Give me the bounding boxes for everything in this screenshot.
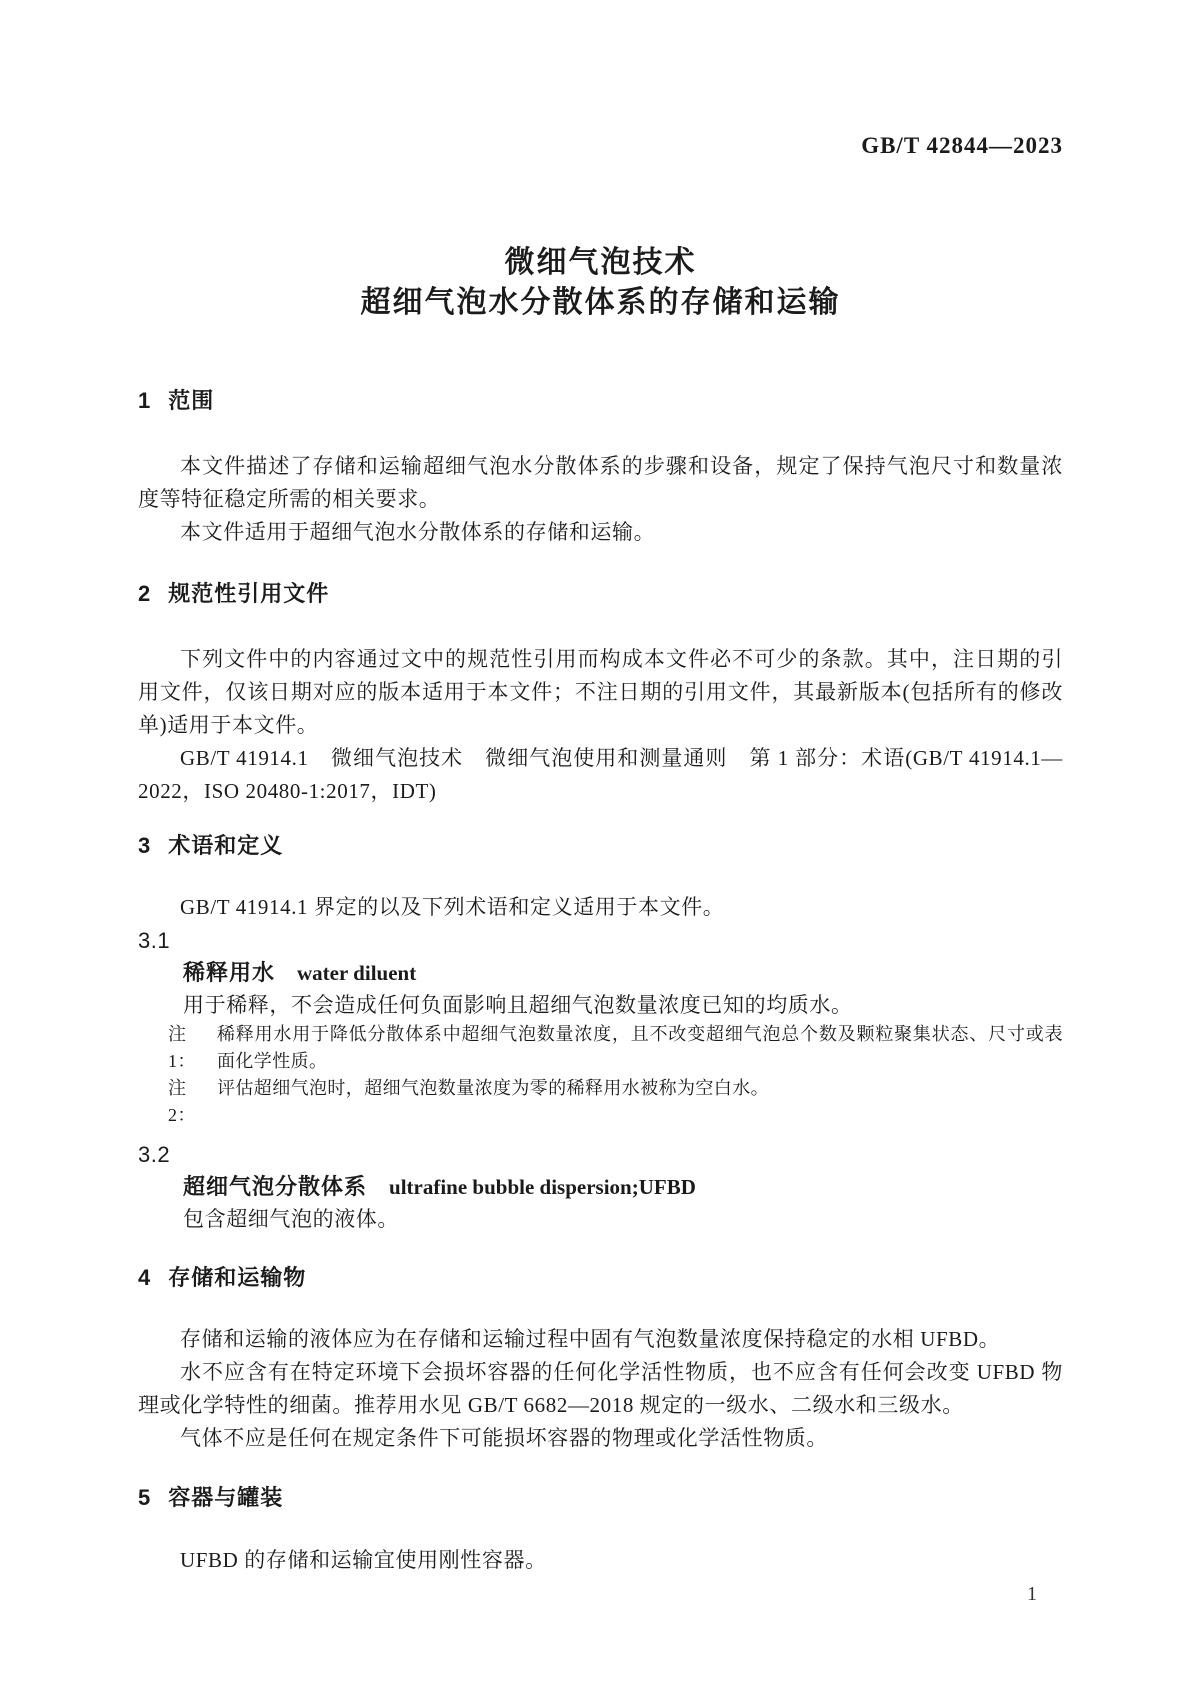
section-3-intro: GB/T 41914.1 界定的以及下列术语和定义适用于本文件。: [180, 895, 725, 919]
note-1-text: 稀释用水用于降低分散体系中超细气泡数量浓度，且不改变超细气泡总个数及颗粒聚集状态、尺寸或表面化学性质。: [217, 1024, 1063, 1071]
section-2-heading: [138, 581, 1063, 607]
term-3-1-chinese: 稀释用水: [183, 960, 276, 985]
section-2-title: 规范性引用文件: [168, 581, 330, 606]
term-3-1-definition: 用于稀释，不会造成任何负面影响且超细气泡数量浓度已知的均质水。: [183, 993, 853, 1017]
term-3-1-note-1: [138, 1021, 1063, 1075]
doc-title-line-1: 微细气泡技术: [504, 246, 697, 279]
section-5-heading: [138, 1485, 1063, 1511]
term-3-2-chinese: 超细气泡分散体系: [183, 1174, 368, 1199]
section-3-number: 3: [138, 833, 152, 858]
section-1-number: 1: [138, 388, 152, 413]
doc-number: GB/T 42844—2023: [861, 133, 1063, 158]
term-3-1-line: [138, 957, 1063, 989]
section-5-title: 容器与罐装: [168, 1485, 284, 1510]
term-3-2-number: 3.2: [138, 1142, 171, 1167]
section-4-paragraph-3: 气体不应是任何在规定条件下可能损坏容器的物理或化学活性物质。: [180, 1426, 828, 1450]
note-2-text: 评估超细气泡时，超细气泡数量浓度为零的稀释用水被称为空白水。: [217, 1078, 769, 1098]
term-3-1-english: water diluent: [297, 961, 417, 985]
note-1-label: 注 1：: [168, 1024, 196, 1071]
section-5-paragraph-1: UFBD 的存储和运输宜使用刚性容器。: [180, 1548, 547, 1572]
term-3-1-note-2: [138, 1075, 1063, 1129]
section-2-reference-entry: GB/T 41914.1 微细气泡技术 微细气泡使用和测量通则 第 1 部分：术语(GB/T 41914.1—2022，ISO 20480-1:2017，IDT): [138, 746, 1063, 803]
section-4-heading: [138, 1265, 1063, 1291]
section-4-paragraph-2: 水不应含有在特定环境下会损坏容器的任何化学活性物质，也不应含有任何会改变 UFBD 物理或化学特性的细菌。推荐用水见 GB/T 6682—2018 规定的一级水、二级水和三级水。: [138, 1360, 1063, 1417]
term-3-2-definition: 包含超细气泡的液体。: [183, 1207, 399, 1231]
term-3-2-english: ultrafine bubble dispersion;UFBD: [389, 1175, 696, 1199]
section-1-title: 范围: [168, 388, 215, 413]
section-1-paragraph-1: 本文件描述了存储和运输超细气泡水分散体系的步骤和设备，规定了保持气泡尺寸和数量浓度等特征稳定所需的相关要求。: [138, 454, 1063, 511]
doc-title: [138, 243, 1063, 323]
section-3-heading: [138, 833, 1063, 859]
note-2-label: 注 2：: [168, 1078, 196, 1125]
section-4-number: 4: [138, 1265, 152, 1290]
section-3-title: 术语和定义: [168, 833, 284, 858]
section-4-paragraph-1: 存储和运输的液体应为在存储和运输过程中固有气泡数量浓度保持稳定的水相 UFBD。: [180, 1327, 1001, 1351]
section-4-title: 存储和运输物: [168, 1265, 307, 1290]
page-number: 1: [1027, 1583, 1037, 1605]
section-1-heading: [138, 388, 1063, 414]
doc-title-line-2: 超细气泡水分散体系的存储和运输: [360, 286, 841, 319]
term-3-2-line: [138, 1171, 1063, 1203]
term-3-1-number: 3.1: [138, 928, 171, 953]
section-2-paragraph-1: 下列文件中的内容通过文中的规范性引用而构成本文件必不可少的条款。其中，注日期的引用文件，仅该日期对应的版本适用于本文件；不注日期的引用文件，其最新版本(包括所有的修改单)适用于本文件。: [138, 647, 1063, 737]
section-2-number: 2: [138, 581, 152, 606]
section-5-number: 5: [138, 1485, 152, 1510]
section-1-paragraph-2: 本文件适用于超细气泡水分散体系的存储和运输。: [180, 520, 656, 544]
